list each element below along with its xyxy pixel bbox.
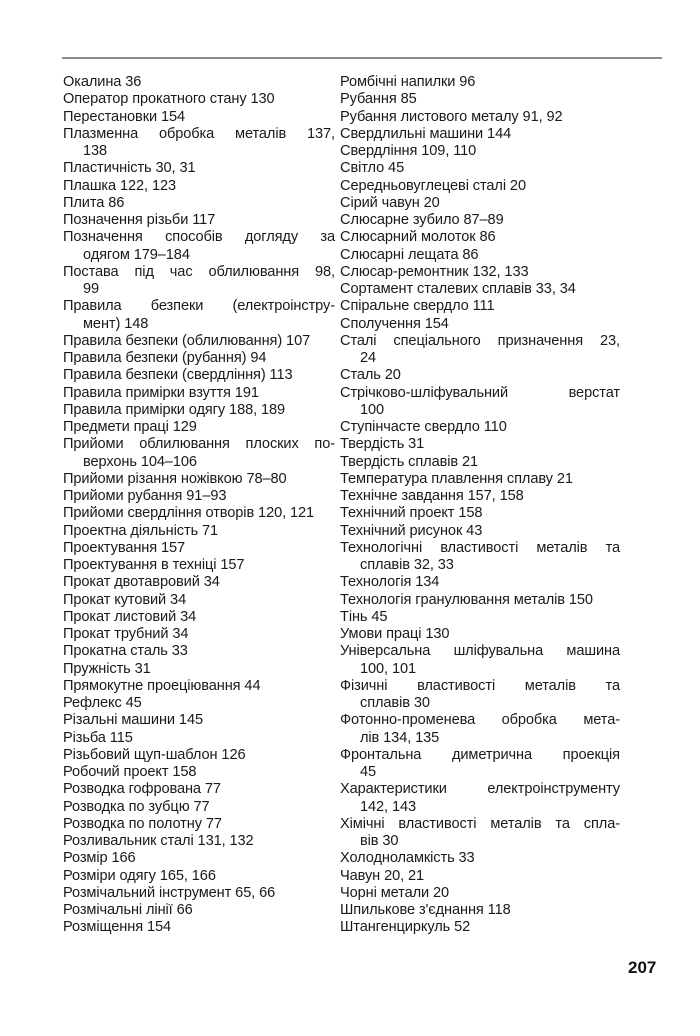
index-entry-term: Спіральне свердло 111 — [340, 298, 495, 315]
index-entry-term: Перестановки 154 — [63, 108, 186, 125]
index-entry-term: Сталь 20 — [340, 367, 401, 384]
index-entry-term: Слюсар-ремонтник 132, 133 — [340, 263, 529, 280]
index-entry — [63, 557, 335, 574]
index-entry — [340, 160, 620, 177]
index-entry — [340, 781, 620, 816]
index-entry-term: Проектування 157 — [63, 539, 186, 556]
index-entry — [340, 540, 620, 575]
index-entry-term: Прямокутне проеціювання 44 — [63, 677, 261, 694]
index-entry-term: Технологічні властивості металів та — [340, 539, 620, 556]
index-entry-term: Шпилькове з'єднання 118 — [340, 902, 511, 918]
index-entry — [340, 609, 620, 626]
index-entry — [63, 212, 335, 229]
index-entry — [63, 402, 335, 419]
index-entry-term: Технологія гранулювання металів 150 — [340, 591, 593, 608]
index-entry-term: Плита 86 — [63, 194, 125, 211]
index-entry-term: Стрічково-шліфувальний верстат — [340, 384, 620, 401]
index-entry-continuation: 45 — [360, 764, 377, 780]
index-entry-term: Правила безпеки (облилювання) 107 — [63, 332, 311, 349]
index-entry-term: Чавун 20, 21 — [340, 867, 425, 884]
index-entry — [63, 799, 335, 816]
index-entry-continuation: 99 — [83, 281, 100, 297]
index-entry-term: Пластичність 30, 31 — [63, 160, 196, 177]
index-entry — [63, 264, 335, 299]
index-entry — [340, 385, 620, 420]
index-entry-term: Холодноламкість 33 — [340, 850, 475, 867]
index-entry — [63, 730, 335, 747]
index-entry — [340, 902, 620, 919]
index-entry-term: Робочий проект 158 — [63, 764, 197, 780]
index-column-left — [63, 74, 335, 937]
index-entry — [340, 454, 620, 471]
top-rule — [62, 57, 662, 59]
index-entry — [63, 436, 335, 471]
index-entry-term: Позначення способів догляду за — [63, 229, 335, 246]
index-entry — [63, 661, 335, 678]
index-entry-term: Чорні метали 20 — [340, 884, 450, 901]
index-entry-continuation: одягом 179–184 — [83, 246, 190, 263]
index-entry-term: Технічний проект 158 — [340, 505, 483, 522]
index-entry — [63, 695, 335, 712]
index-entry — [63, 764, 335, 781]
index-entry-term: Проектування в техніці 157 — [63, 557, 245, 573]
index-entry-term: Твердість 31 — [340, 436, 425, 453]
index-entry — [340, 678, 620, 713]
index-entry-term: Свердлильні машини 144 — [340, 125, 512, 142]
index-entry-term: Розмічальні лінії 66 — [63, 902, 193, 918]
index-entry — [63, 126, 335, 161]
index-entry-term: Розмічальний інструмент 65, 66 — [63, 884, 276, 901]
index-entry-term: Розмір 166 — [63, 850, 136, 867]
index-entry — [340, 247, 620, 264]
index-entry — [63, 229, 335, 264]
index-entry-term: Сполучення 154 — [340, 315, 449, 332]
index-entry — [63, 678, 335, 695]
index-entry-term: Розводка по полотну 77 — [63, 815, 222, 832]
index-entry — [340, 626, 620, 643]
index-entry — [340, 885, 620, 902]
index-entry — [340, 367, 620, 384]
index-entry — [63, 160, 335, 177]
index-entry — [340, 868, 620, 885]
index-entry-term: Правила безпеки (рубання) 94 — [63, 350, 267, 366]
index-entry — [63, 747, 335, 764]
index-entry — [63, 574, 335, 591]
index-entry-term: Прокат трубний 34 — [63, 626, 189, 642]
index-entry-term: Правила примірки одягу 188, 189 — [63, 401, 286, 418]
index-entry-term: Прокатна сталь 33 — [63, 643, 188, 660]
index-entry-term: Постава під час облилювання 98, — [63, 263, 335, 280]
index-entry — [340, 574, 620, 591]
index-entry — [340, 592, 620, 609]
index-entry-continuation: 24 — [360, 350, 377, 366]
index-entry — [340, 643, 620, 678]
index-entry-term: Сталі спеціального призначення 23, — [340, 332, 620, 349]
index-entry-term: Сортамент сталевих сплавів 33, 34 — [340, 281, 576, 297]
index-entry-term: Правила примірки взуття 191 — [63, 384, 259, 401]
index-entry-continuation: сплавів 30 — [360, 695, 430, 711]
index-entry-term: Плашка 122, 123 — [63, 177, 177, 194]
index-entry-term: Різьбовий щуп-шаблон 126 — [63, 746, 246, 763]
index-entry — [63, 488, 335, 505]
index-entry-term: Фронтальна диметрична проекція — [340, 746, 620, 763]
index-entry-term: Різьба 115 — [63, 729, 133, 746]
index-entry — [340, 298, 620, 315]
index-entry-term: Предмети праці 129 — [63, 419, 197, 435]
index-entry — [340, 281, 620, 298]
index-entry-term: Свердління 109, 110 — [340, 143, 477, 159]
index-entry-term: Тінь 45 — [340, 608, 388, 625]
index-entry-term: Прийоми облилювання плоских по- — [63, 436, 335, 453]
index-entry-term: Проектна діяльність 71 — [63, 522, 219, 539]
index-entry — [63, 350, 335, 367]
index-entry — [63, 626, 335, 643]
index-entry-continuation: 100, 101 — [360, 660, 417, 677]
index-entry — [340, 91, 620, 108]
index-entry-term: Прийоми свердління отворів 120, 121 — [63, 505, 315, 522]
index-entry-term: Плазменна обробка металів 137, — [63, 125, 335, 142]
index-entry — [63, 816, 335, 833]
index-entry — [63, 385, 335, 402]
index-entry-continuation: мент) 148 — [83, 315, 149, 332]
index-entry — [63, 91, 335, 108]
index-entry — [340, 316, 620, 333]
index-entry — [340, 109, 620, 126]
index-entry-term: Прийоми різання ножівкою 78–80 — [63, 470, 287, 487]
index-entry-term: Характеристики електроінструменту — [340, 781, 620, 798]
index-entry-term: Пружність 31 — [63, 660, 151, 677]
index-entry — [63, 540, 335, 557]
index-entry — [63, 74, 335, 91]
index-entry — [340, 436, 620, 453]
index-entry-term: Температура плавлення сплаву 21 — [340, 470, 573, 487]
index-entry — [63, 781, 335, 798]
index-entry-term: Розливальник сталі 131, 132 — [63, 833, 254, 849]
index-entry — [340, 419, 620, 436]
index-entry-term: Розміри одягу 165, 166 — [63, 867, 216, 884]
index-entry — [63, 592, 335, 609]
index-entry — [340, 919, 620, 936]
index-entry — [340, 74, 620, 91]
index-entry-term: Світло 45 — [340, 160, 405, 177]
index-entry — [63, 850, 335, 867]
index-entry — [340, 747, 620, 782]
index-entry-term: Технологія 134 — [340, 574, 440, 591]
index-entry-term: Розводка по зубцю 77 — [63, 798, 210, 815]
index-entry-term: Фотонно-променева обробка мета- — [340, 712, 620, 729]
index-entry-term: Ступінчасте свердло 110 — [340, 419, 507, 435]
index-entry — [340, 212, 620, 229]
index-entry-term: Прокат кутовий 34 — [63, 591, 187, 608]
index-entry-term: Рубання 85 — [340, 91, 417, 108]
index-entry-term: Універсальна шліфувальна машина — [340, 643, 620, 660]
index-entry — [63, 505, 335, 522]
index-entry-continuation: 100 — [360, 401, 385, 418]
index-entry-term: Розміщення 154 — [63, 919, 171, 936]
index-entry — [63, 643, 335, 660]
index-entry-term: Слюсарне зубило 87–89 — [340, 212, 504, 228]
index-entry — [63, 885, 335, 902]
index-entry-term: Технічне завдання 157, 158 — [340, 488, 524, 504]
index-entry-term: Рефлекс 45 — [63, 695, 142, 711]
index-entry-continuation: 142, 143 — [360, 798, 417, 815]
index-entry-term: Штангенциркуль 52 — [340, 919, 471, 936]
index-entry-term: Прокат двотавровий 34 — [63, 574, 220, 591]
index-entry-continuation: вів 30 — [360, 833, 399, 849]
index-entry — [63, 712, 335, 729]
index-entry — [63, 298, 335, 333]
index-entry — [340, 523, 620, 540]
index-entry-term: Різальні машини 145 — [63, 712, 203, 729]
index-entry — [340, 333, 620, 368]
index-entry-term: Умови праці 130 — [340, 626, 450, 642]
index-entry — [63, 609, 335, 626]
index-entry — [340, 471, 620, 488]
index-entry-term: Сірий чавун 20 — [340, 194, 440, 211]
index-column-right — [340, 74, 620, 937]
index-entry — [340, 488, 620, 505]
index-entry-term: Рубання листового металу 91, 92 — [340, 108, 563, 125]
index-entry-term: Позначення різьби 117 — [63, 212, 216, 228]
index-entry — [63, 833, 335, 850]
index-entry — [340, 229, 620, 246]
index-entry-term: Окалина 36 — [63, 74, 142, 90]
index-entry-term: Прийоми рубання 91–93 — [63, 488, 227, 504]
index-entry — [63, 333, 335, 350]
index-entry — [63, 109, 335, 126]
index-entry-term: Слюсарні лещата 86 — [340, 246, 479, 263]
index-entry — [340, 178, 620, 195]
index-entry — [340, 195, 620, 212]
index-entry-term: Оператор прокатного стану 130 — [63, 91, 275, 108]
index-entry-continuation: лів 134, 135 — [360, 729, 440, 746]
index-entry-continuation: сплавів 32, 33 — [360, 557, 454, 573]
page-number: 207 — [628, 958, 657, 977]
index-entry — [340, 264, 620, 281]
index-entry-continuation: 138 — [83, 143, 108, 159]
index-entry-term: Фізичні властивості металів та — [340, 677, 620, 694]
index-entry — [340, 126, 620, 143]
index-entry — [63, 195, 335, 212]
index-entry — [63, 471, 335, 488]
index-entry-term: Прокат листовий 34 — [63, 608, 197, 625]
index-entry — [340, 143, 620, 160]
index-entry-term: Правила безпеки (електроінстру- — [63, 298, 335, 315]
index-entry — [63, 919, 335, 936]
index-entry — [63, 523, 335, 540]
index-entry-term: Ромбічні напилки 96 — [340, 74, 476, 90]
index-entry — [340, 712, 620, 747]
index-entry-term: Розводка гофрована 77 — [63, 781, 221, 798]
index-entry-term: Технічний рисунок 43 — [340, 522, 483, 539]
index-entry — [340, 816, 620, 851]
index-entry-continuation: верхонь 104–106 — [83, 453, 197, 470]
index-entry — [340, 505, 620, 522]
index-entry — [340, 850, 620, 867]
index-entry-term: Правила безпеки (свердління) 113 — [63, 367, 293, 384]
index-entry — [63, 868, 335, 885]
index-entry — [63, 902, 335, 919]
index-entry-term: Середньовуглецеві сталі 20 — [340, 177, 526, 194]
index-entry — [63, 367, 335, 384]
index-entry — [63, 419, 335, 436]
index-entry — [63, 178, 335, 195]
index-entry-term: Хімічні властивості металів та спла- — [340, 815, 620, 832]
index-entry-term: Слюсарний молоток 86 — [340, 229, 496, 246]
index-entry-term: Твердість сплавів 21 — [340, 453, 479, 470]
